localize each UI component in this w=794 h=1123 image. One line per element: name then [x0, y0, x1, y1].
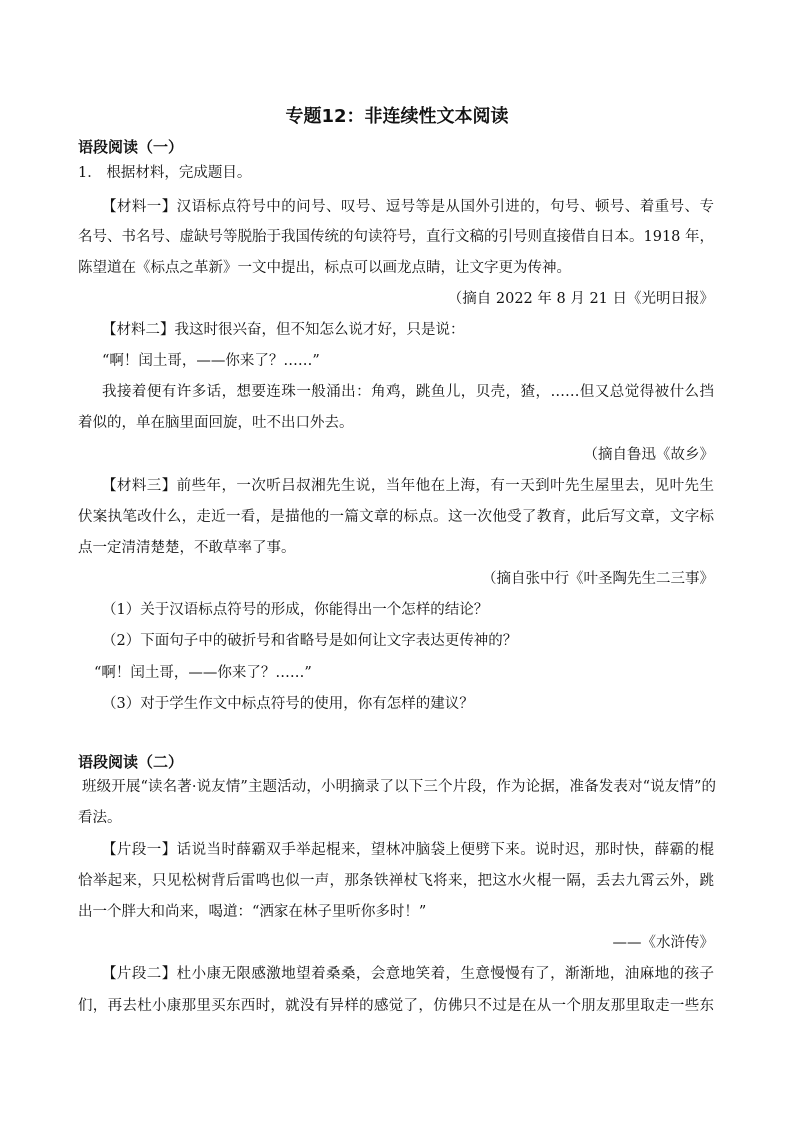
- excerpt-1-source: ——《水浒传》: [612, 935, 714, 951]
- material-2-line-4: 着似的，单在脑里面回旋，吐不出口外去。: [78, 415, 354, 431]
- material-3-line-1: 【材料三】前些年，一次听吕叔湘先生说，当年他在上海，有一天到叶先生屋里去，见叶先生: [102, 478, 714, 494]
- sub-question-2: （2）下面句子中的破折号和省略号是如何让文字表达更传神的？: [102, 633, 518, 649]
- excerpt-1-line-2: 恰举起来，只见松树背后雷鸣也似一声，那条铁禅杖飞将来，把这水火棍一隔，丢去九霄云外，跳: [78, 873, 714, 889]
- section-2-intro-line-1: 班级开展“读名著·说友情”主题活动，小明摘录了以下三个片段，作为论据，准备发表对“说友情”的: [82, 779, 716, 795]
- material-2-line-1: 【材料二】我这时很兴奋，但不知怎么说才好，只是说：: [102, 322, 465, 338]
- material-3-line-3: 点一定清清楚楚，不敢草率了事。: [78, 540, 296, 556]
- section-heading-2: 语段阅读（二）: [78, 753, 184, 771]
- material-2-quote: “啊！闰土哥，——你来了？……”: [102, 353, 320, 369]
- material-1-line-2: 名号、书名号、虚缺号等脱胎于我国传统的句读符号，直行文稿的引号则直接借自日本。1918 年，: [78, 229, 715, 245]
- excerpt-2-line-1: 【片段二】杜小康无限感激地望着桑桑，会意地笑着，生意慢慢有了，渐渐地，油麻地的孩子: [102, 966, 714, 982]
- sub-question-3: （3）对于学生作文中标点符号的使用，你有怎样的建议？: [102, 696, 474, 712]
- excerpt-1-line-3: 出一个胖大和尚来，喝道：“洒家在林子里听你多时！”: [78, 904, 427, 920]
- excerpt-2-line-2: 们，再去杜小康那里买东西时，就没有异样的感觉了，仿佛只不过是在从一个朋友那里取走一些东: [78, 998, 714, 1014]
- section-2-intro-line-2: 看法。: [78, 810, 122, 826]
- page-title: 专题12：非连续性文本阅读: [285, 106, 509, 127]
- material-1-source: （摘自 2022 年 8 月 21 日《光明日报》: [447, 291, 714, 307]
- material-2-source: （摘自鲁迅《故乡》: [583, 447, 714, 463]
- material-3-line-2: 伏案执笔改什么，走近一看，是描他的一篇文章的标点。这一次他受了教育，此后写文章，文字标: [78, 509, 714, 525]
- sub-question-1: （1）关于汉语标点符号的形成，你能得出一个怎样的结论？: [102, 602, 489, 618]
- material-1-line-3: 陈望道在《标点之革新》一文中提出，标点可以画龙点睛，让文字更为传神。: [78, 260, 571, 276]
- sub-question-2-quote: “啊！闰土哥，——你来了？……”: [94, 665, 312, 681]
- material-3-source: （摘自张中行《叶圣陶先生二三事》: [482, 571, 714, 587]
- excerpt-1-line-1: 【片段一】话说当时薛霸双手举起棍来，望林冲脑袋上便劈下来。说时迟，那时快，薛霸的棍: [102, 842, 714, 858]
- section-heading-1: 语段阅读（一）: [78, 138, 184, 156]
- question-1: 1． 根据材料，完成题目。: [78, 165, 252, 181]
- material-1-line-1: 【材料一】汉语标点符号中的问号、叹号、逗号等是从国外引进的，句号、顿号、着重号、专: [102, 199, 714, 215]
- material-2-line-3: 我接着便有许多话，想要连珠一般涌出：角鸡，跳鱼儿，贝壳，猹，……但又总觉得被什么挡: [102, 384, 714, 400]
